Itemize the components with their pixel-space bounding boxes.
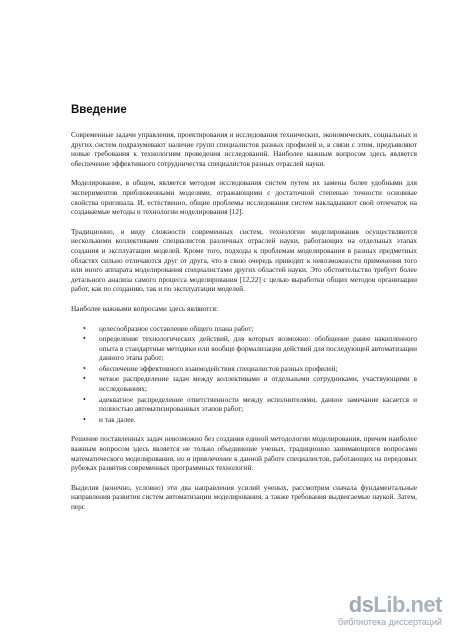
- paragraph: Наиболее важными вопросами здесь являются:: [71, 303, 218, 313]
- document-body: [71, 130, 417, 522]
- watermark: [314, 592, 442, 632]
- list-item: • обеспечение эффективного взаимодействия специалистов разных профилей;: [93, 364, 417, 374]
- paragraph: Моделирование, в общем, является методом исследования систем путем их замены более удобными для экспериментов приближенными моделями, отражающими с достаточной степенью точности основные свойства оригинала. И, естественно, общие проблемы исследования систем накладывают свой отпечаток на создаваемые методы и технологии моделирования [12].: [71, 178, 417, 217]
- list-item: • четкое распределение задач между коллективами и отдельными сотрудниками, участвующими в исследованиях;: [93, 374, 417, 393]
- list-item: • определение технологических действий, для которых возможно: обобщение ранее накопленного опыта в стандартные методики или вообще формализация действий для последующей автоматизации данного этапа работ;: [93, 334, 417, 363]
- paragraph: Решение поставленных задач невозможно без создания единой методологии моделирования, причем наиболее важным вопросом здесь является не только объединение ученых, традиционно занимающихся вопросами математического моделирования, но и привлечение к данной работе специалистов, работающих на передовых рубежах развития современных программных технологий.: [71, 434, 417, 473]
- paragraph: Традиционно, в виду сложности современных систем, технологии моделирования осуществляются несколькими коллективами специалистов различных отраслей науки, работающих на отдельных этапах создания и эксплуатации моделей. Кроме того, подходы к проблемам моделирования в разных предметных областях сильно отличаются друг от друга, что в свою очередь приводит к невозможности применения того или иного аппарата моделирования специалистами других областей науки. Это обстоятельство требует более детального анализа самого процесса моделирования [12,22] с целью выработки общих методов организации работ, как по созданию, так и по эксплуатации моделей.: [71, 226, 417, 294]
- page-title: Введение: [71, 104, 127, 116]
- paragraph: Современные задачи управления, проектирования и исследования технических, экономических, социальных и других систем подразумевают наличие групп специалистов разных профилей и, в связи с этим, предъявляют новые требования к технологиям проведения исследований. Наиболее важным вопросом здесь является обеспечение эффективного сотрудничества специалистов разных отраслей науки.: [71, 130, 417, 168]
- watermark-subtitle: библиотека диссертаций: [337, 617, 442, 627]
- list-item: • адекватное распределение ответственности между исполнителями, данное замечание касается и полностью автоматизированных этапов работ;: [93, 395, 417, 414]
- list-item: • целесообразное составление общего плана работ;: [93, 324, 417, 334]
- watermark-logo: dsLib.net: [348, 592, 442, 617]
- list-item: • и так далее.: [93, 415, 417, 425]
- bullet-list: [71, 324, 417, 425]
- paragraph: Выделив (конечно, условно) эти два направления усилий ученых, рассмотрим сначала фундаментальные направления развития систем автоматизации моделирования, а также требования выдвигаемые наукой. Затем, перс: [71, 482, 417, 511]
